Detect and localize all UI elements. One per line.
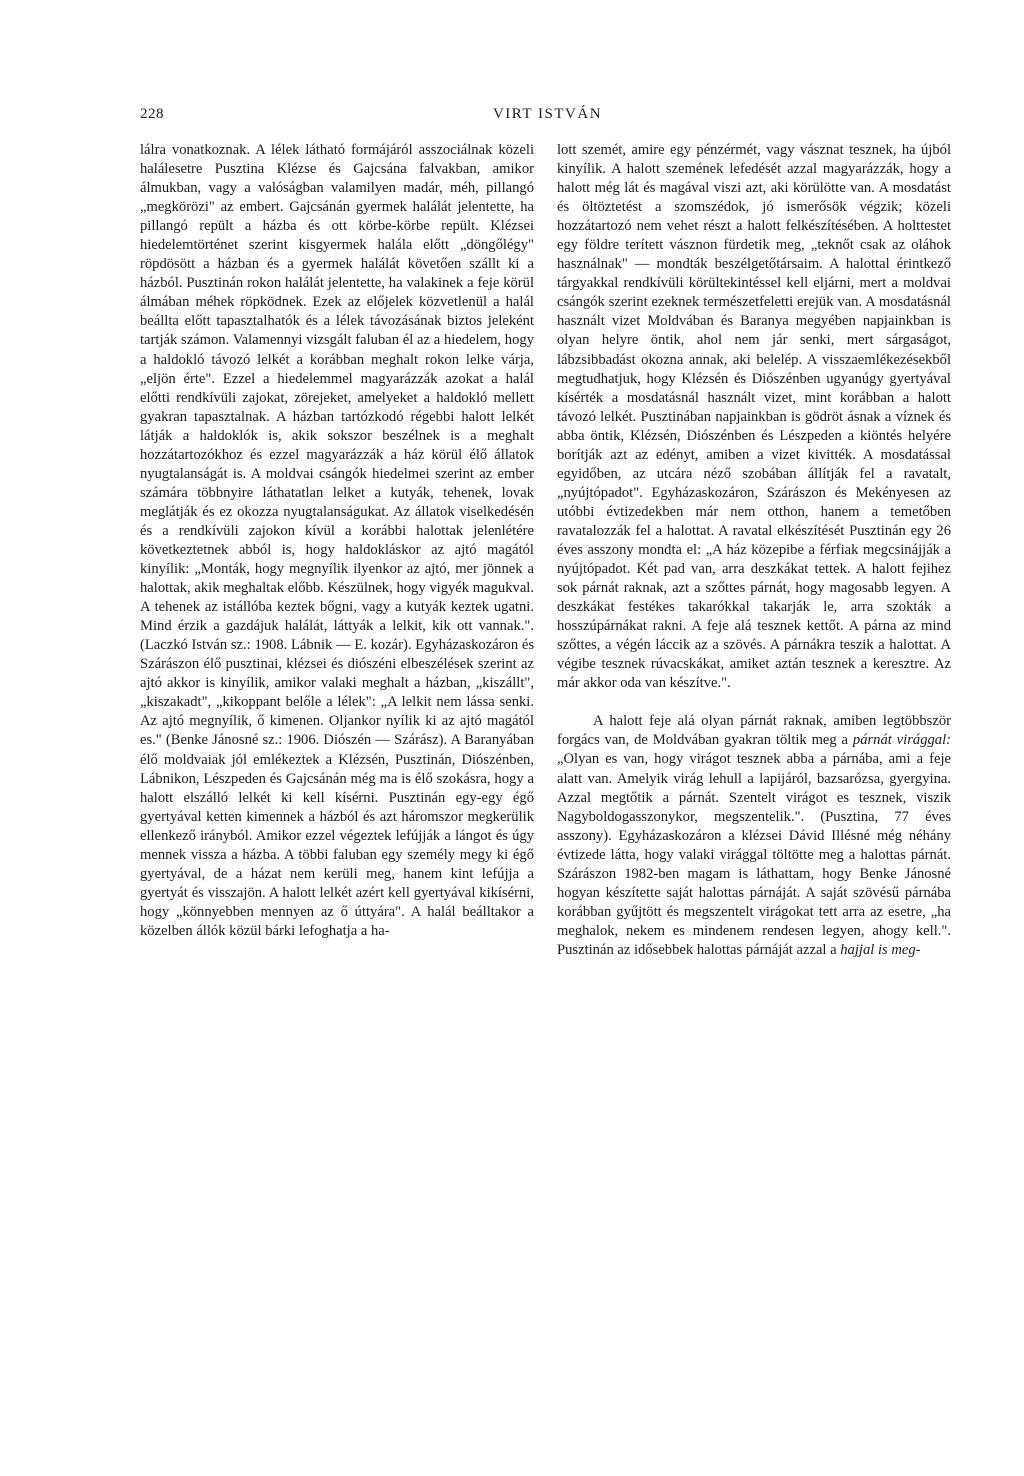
paragraph-text-segment: A halott feje alá olyan párnát raknak, amiben legtöbbször forgács van, de Moldvában gyakran töltik meg a bbox=[557, 713, 951, 749]
paragraph-text-segment: „Olyan es van, hogy virágot tesznek abba a párnába, ami a feje alatt van. Amelyik virág lehull a lapijáról, bazsarózsa, gyergyina. Azzal megtőtik a párnát. Szentelt virágot es tesznek, viszik Nagyboldogasszonykor, megszentelik.". (Pusztina, 77 éves asszony). Egyházaskozáron a klézsei Dávid Illésné még néhány évtizede látta, hogy valaki virággal töltötte meg a halottas párnát. Szárászon 1982-ben magam is láthattam, hogy Benke Jánosné hogyan készítette saját halottas párnáját. A saját szövésű párnába korábban gyűjtött és megszentelt virágokat tett arra az esetre, „ha meghalok, nekem es mindenem rendesen legyen, ahogy kell.". Pusztinán az idősebbek halottas párnáját azzal a bbox=[557, 751, 951, 958]
page-header bbox=[140, 106, 955, 130]
italic-phrase: párnát virággal: bbox=[852, 732, 951, 749]
left-column bbox=[140, 141, 534, 941]
left-paragraph-1: lálra vonatkoznak. A lélek látható formájáról asszociálnak közeli halálesetre Pusztina Klézse és Gajcsána falvakban, amikor álmukban, vagy a valóságban valamilyen madár, méh, pillangó „megkörözi" az embert. Gajcsánán gyermek halálát jelentette, ha pillangó repült a házba és ott körbe-körbe repült. Klézsei hiedelemtörténet szerint kisgyermek halála előtt „döngőlégy" röpdösött a házban és a gyermek halálát követően szállt ki a házból. Pusztinán rokon halálát jelentette, ha valakinek a feje körül álmában méhek röpködnek. Ezek az előjelek közvetlenül a halál beállta előtt tapasztalhatók és a lélek távozásának biztos jeleként tartják számon. Valamennyi vizsgált faluban él az a hiedelem, hogy a haldokló távozó lelkét a korábban meghalt rokon lelke várja, „eljön érte". Ezzel a hiedelemmel magyarázzák azokat a halál előtti rendkívüli zajokat, zörejeket, amelyeket a haldokló mellett gyakran tapasztalnak. A házban tartózkodó régebbi halott lelkét látják a haldoklók is, akik sokszor beszélnek is a meghalt hozzátartozókhoz és ezzel magyarázzák a ház körül élő állatok nyugtalanságát is. A moldvai csángók hiedelmei szerint az ember számára többnyire láthatatlan lelket a kutyák, tehenek, lovak meglátják és ez okozza nyugtalanságukat. Az állatok viselkedésén és a rendkívüli zajokon kívül a korábbi halottak jelenlétére következtetnek abból is, hogy haldokláskor az ajtó magától kinyílik: „Monták, hogy megnyílik ilyenkor az ajtó, mer jönnek a halottak, akik meghaltak előbb. Készülnek, hogy vigyék magukval. A tehenek az istállóba keztek bőgni, vagy a kutyák keztek ugatni. Mind érzik a gazdájuk halálát, láttyák a lelkit, kik ott vannak.". (Laczkó István sz.: 1908. Lábnik — E. kozár). Egyházaskozáron és Szárászon élő pusztinai, klézsei és diószéni elbeszélések szerint az ajtó akkor is kinyílik, amikor valaki meghalt a házban, „kiszállt", „kiszakadt", „kikoppant belőle a lélek": „A lelkit nem lássa senki. Az ajtó megnyílik, ő kimenen. Oljankor nyílik ki az ajtó magától es." (Benke Jánosné sz.: 1906. Diószén — Szárász). A Baranyában élő moldvaiak jól emlékeztek a Klézsén, Pusztinán, Diószénben, Lábnikon, Lészpeden és Gajcsánán még ma is élő szokásra, hogy a halott elszálló lelkét ki kell kísérni. Pusztinán egy-egy égő gyertyával ketten kimennek a házból és azt háromszor megkerülik ellenkező irányból. Amikor ezzel végeztek lefújják a lángot és úgy mennek vissza a házba. A többi faluban egy személy megy ki égő gyertyával, de a házat nem kerüli meg, hanem kint lefújja a gyertyát és visszajön. A halott lelkét azért kell gyertyával kikísérni, hogy „könnyebben mennyen az ő úttyára". A halál beálltakor a közelben állók közül bárki lefoghatja a ha- bbox=[140, 142, 534, 939]
running-head: VIRT ISTVÁN bbox=[492, 106, 603, 122]
right-paragraph-1: lott szemét, amire egy pénzérmét, vagy vásznat tesznek, ha újból kinyílik. A halott szemének lefedését azzal magyarázzák, hogy a halott még lát és magával viszi azt, aki körülötte van. A mosdatást és öltöztetést a szomszédok, jó ismerősök végzik; közeli hozzátartozó nem vehet részt a halott felkészítésében. A holttestet egy földre terített vásznon fürdetik meg, „teknőt csak az oláhok használnak" — mondták beszélgetőtársaim. A halottal érintkező tárgyakkal rendkívüli körültekintéssel kell eljárni, mert a moldvai csángók szerint ezeknek természetfeletti erejük van. A mosdatásnál használt vizet Moldvában és Baranya megyében napjainkban is olyan helyre öntik, ahol nem jár senki, mert sárgaságot, lábzsibbadást okozna annak, aki belelép. A visszaemlékezésekből megtudhatjuk, hogy Klézsén és Diószénben ugyanúgy gyertyával kísérték a mosdatásnál használt vizet, mint korábban a halott távozó lelkét. Pusztinában napjainkban is gödröt ásnak a víznek és abba öntik, Klézsén, Diószénben és Lészpeden a kiöntés helyére borítják azt az edényt, amiben a vizet kivitték. A mosdatással egyidőben, az utcára néző szobában állítják fel a ravatalt, „nyújtópadot". Egyházaskozáron, Szárászon és Mekényesen az utóbbi évtizedekben már nem otthon, hanem a temetőben ravatalozzák fel a halottat. A ravatal elkészítését Pusztinán egy 26 éves asszony mondta el: „A ház közepibe a férfiak megcsinájják a nyújtópadot. Két pad van, arra deszkákat tettek. A halott fejihez sok párnát raknak, azt a szőttes párnát, hogy magosabb legyen. A deszkákat festékes takarókkal takarják le, arra szokták a hosszúpárnákat rakni. A feje alá tesznek kettőt. A párna az mind szőttes, a végén láccik az a szövés. A párnákra teszik a halottat. A végibe tesznek rúvacskákat, amiket aztán tesznek a keresztre. Az már akkor oda van készítve.". bbox=[557, 142, 951, 692]
right-column bbox=[557, 141, 951, 960]
page-number: 228 bbox=[140, 106, 164, 122]
right-paragraph-2 bbox=[557, 712, 951, 960]
italic-phrase: hajjal is meg- bbox=[840, 941, 921, 958]
